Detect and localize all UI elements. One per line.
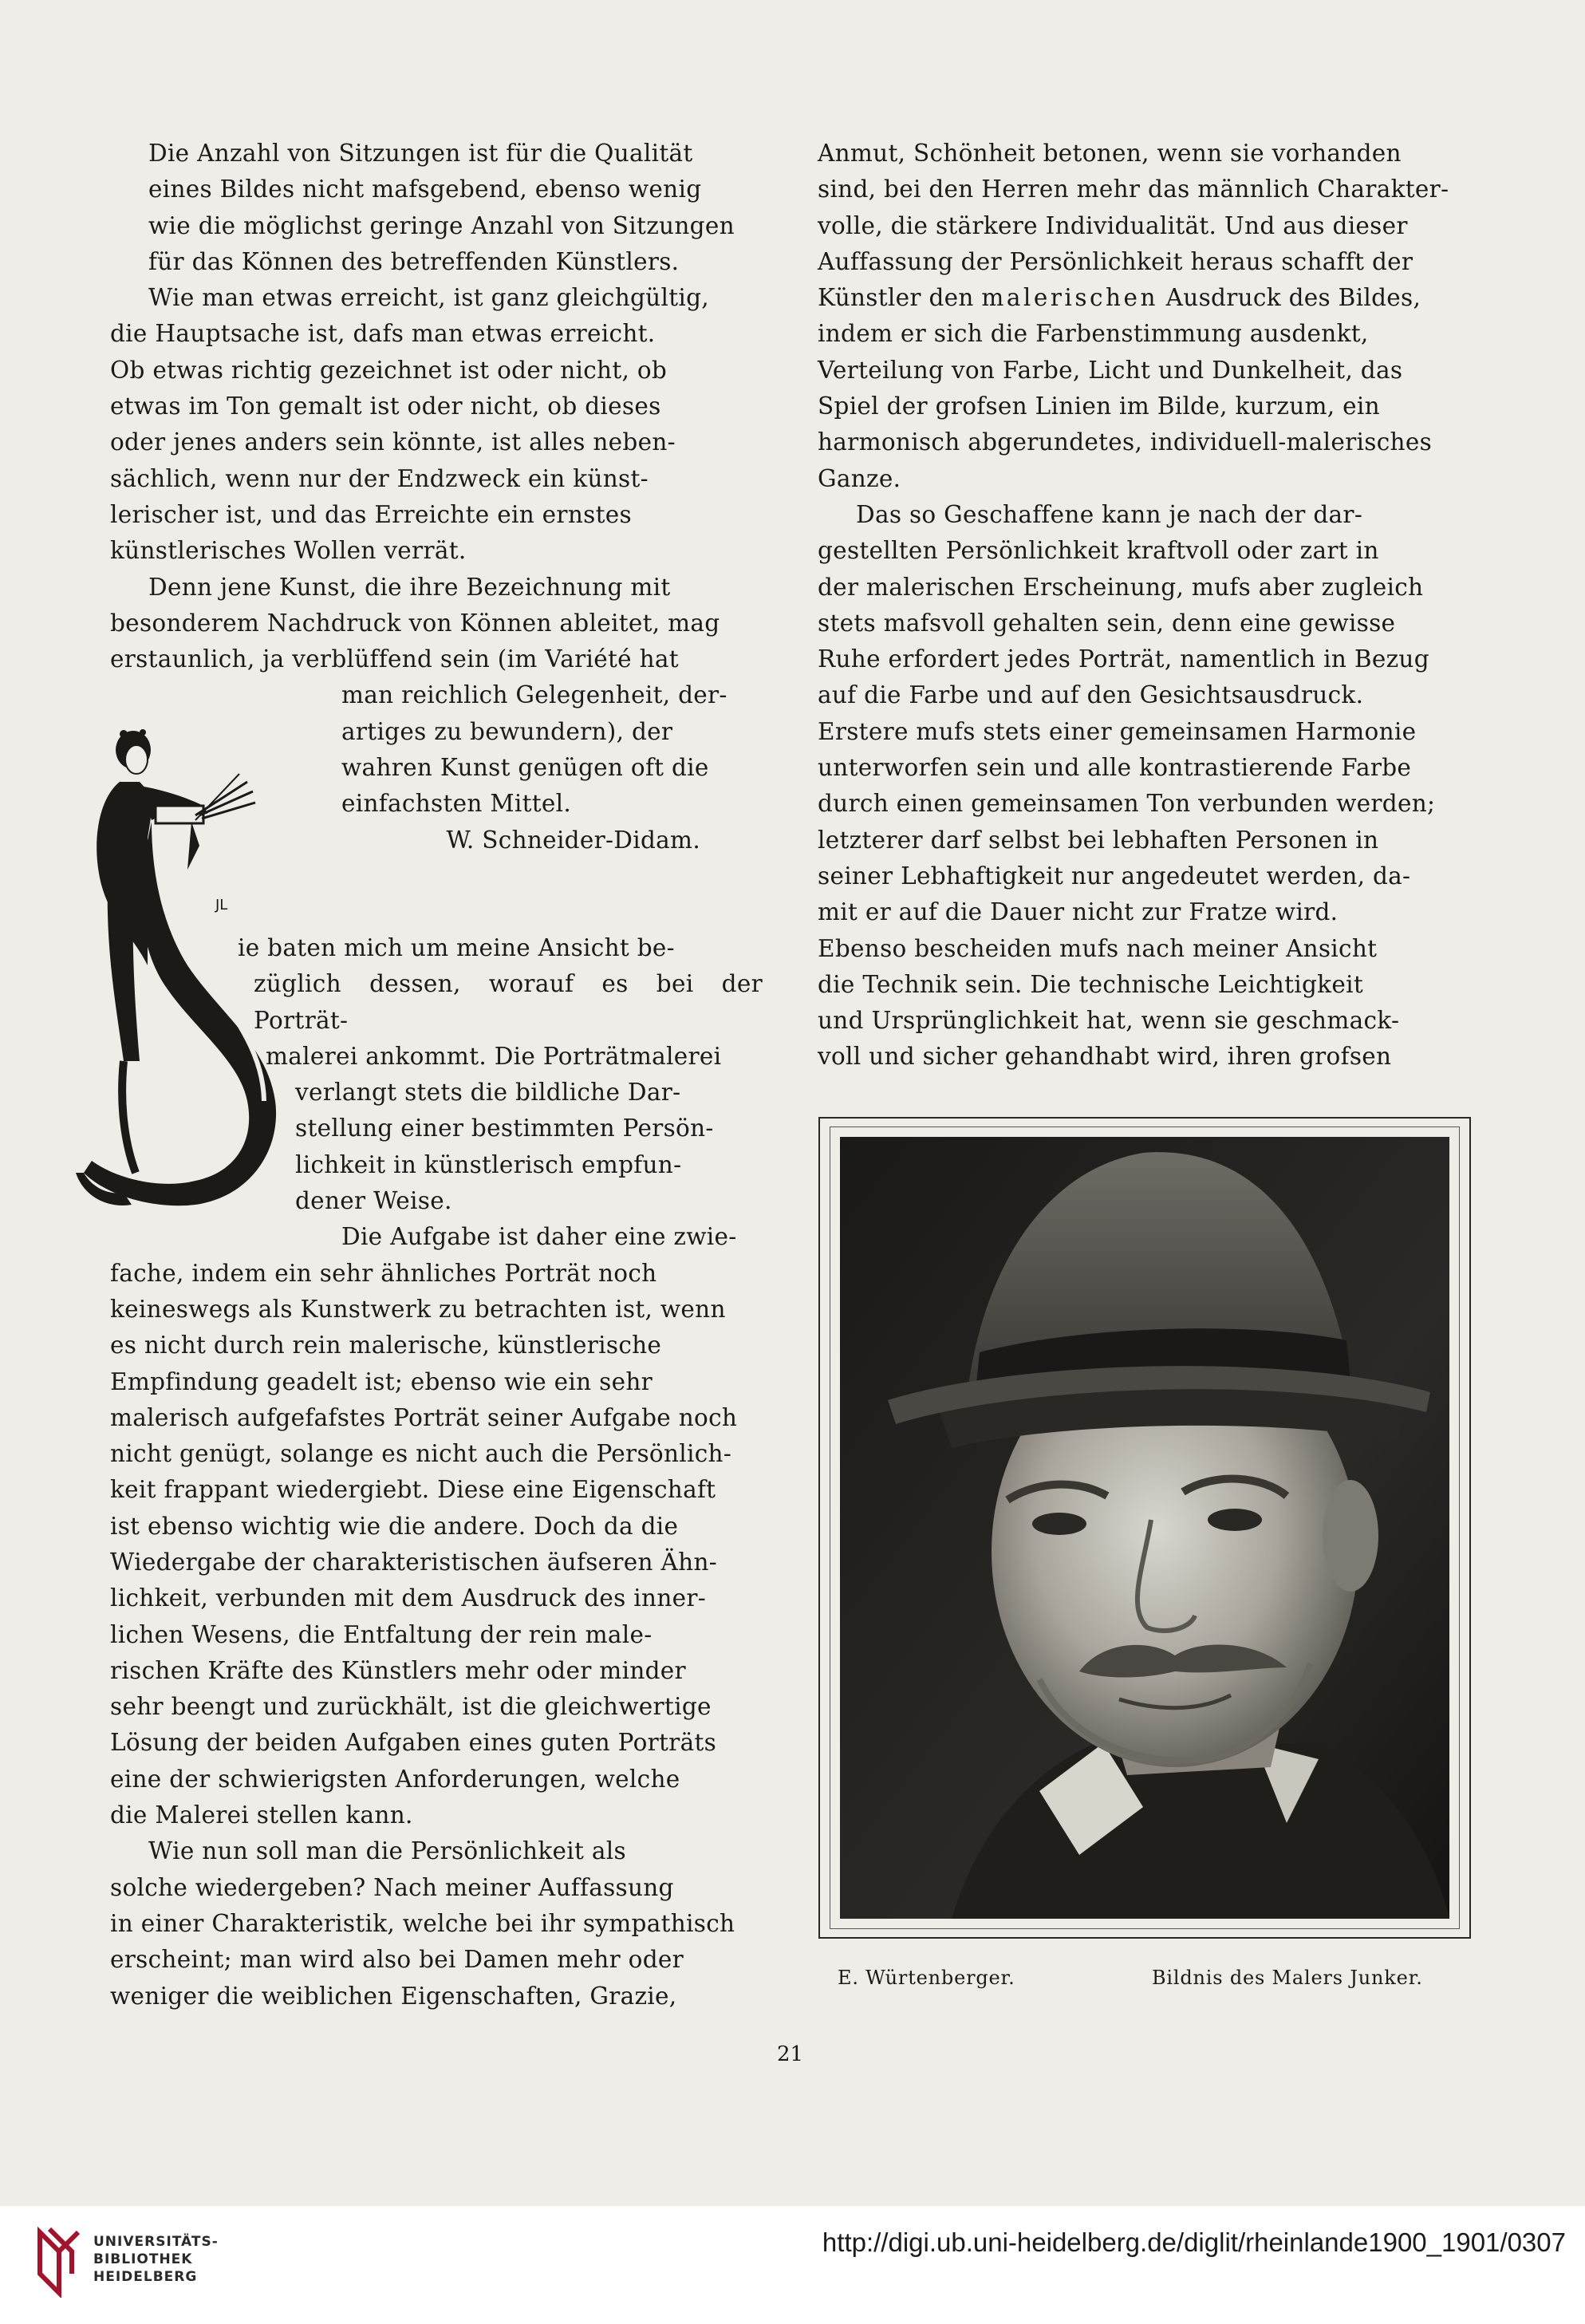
title-caption: Bildnis des Malers Junker. (1152, 1967, 1423, 1989)
text-line: harmonisch abgerundetes, individuell-malerisches (818, 428, 1433, 456)
text-line: Ebenso bescheiden mufs nach meiner Ansicht (818, 934, 1378, 962)
text-run: Ausdruck des Bildes, (1157, 284, 1421, 312)
text-line: lichkeit in künstlerisch empfun- (295, 1150, 682, 1178)
text-line: für das Können des betreffenden Künstlers. (148, 247, 680, 275)
text-line: Verteilung von Farbe, Licht und Dunkelheit, das (818, 356, 1403, 384)
text-line: und Ursprünglichkeit hat, wenn sie geschmack- (818, 1007, 1400, 1035)
text-run: Künstler den (818, 284, 982, 312)
paragraph-3 (110, 570, 763, 678)
text-line: lerischer ist, und das Erreichte ein ernstes (110, 500, 632, 528)
text-line: auf die Farbe und auf den Gesichtsausdruck. (818, 681, 1364, 709)
paragraph-5 (110, 1256, 763, 1834)
author-signature: W. Schneider-Didam. (446, 826, 700, 854)
text-line: seiner Lebhaftigkeit nur angedeutet werden, da- (818, 862, 1411, 890)
text-line: durch einen gemeinsamen Ton verbunden werden; (818, 790, 1436, 818)
text-line (341, 858, 763, 894)
text-line: es nicht durch rein malerische, künstlerische (110, 1332, 662, 1359)
text-line: dener Weise. (295, 1187, 452, 1215)
library-name-line: HEIDELBERG (93, 2269, 198, 2285)
text-line: Erstere mufs stets einer gemeinsamen Harmonie (818, 717, 1417, 745)
library-name-line: BIBLIOTHEK (93, 2251, 193, 2267)
text-line: gestellten Persönlichkeit kraftvoll oder zart in (818, 537, 1379, 565)
emphasized-word: malerischen (981, 284, 1158, 312)
monogram: JL (215, 897, 228, 913)
text-line: artiges zu bewundern), der (341, 717, 673, 745)
text-line: Die Anzahl von Sitzungen ist für die Qualität (148, 140, 693, 167)
text-line: erstaunlich, ja verblüffend sein (im Variété hat (110, 645, 679, 673)
text-line: künstlerisches Wollen verrät. (110, 537, 467, 565)
text-line: Ruhe erfordert jedes Porträt, namentlich in Bezug (818, 645, 1429, 673)
paragraph-6 (110, 1833, 763, 2014)
text-line: wie die möglichst geringe Anzahl von Sitzungen (148, 211, 735, 239)
text-line: besonderem Nachdruck von Können ableitet, mag (110, 609, 720, 637)
text-line-mixed (818, 280, 1470, 316)
footer-bar (0, 2206, 1585, 2324)
text-line: lichkeit, verbunden mit dem Ausdruck des inner- (110, 1584, 707, 1612)
text-line: Empfindung geadelt ist; ebenso wie ein sehr (110, 1367, 653, 1395)
text-line: lichen Wesens, die Entfaltung der rein male- (110, 1620, 653, 1648)
text-line: Das so Geschaffene kann je nach der dar- (856, 500, 1363, 528)
text-line: nicht genügt, solange es nicht auch die Persönlich- (110, 1440, 732, 1468)
text-line: Wie nun soll man die Persönlichkeit als (148, 1837, 626, 1865)
text-line: voll und sicher gehandhabt wird, ihren grofsen (818, 1043, 1392, 1071)
text-line: volle, die stärkere Individualität. Und aus dieser (818, 211, 1408, 239)
text-line: wahren Kunst genügen oft die (341, 754, 709, 782)
text-line: stellung einer bestimmten Persön- (295, 1115, 714, 1142)
text-line: ist ebenso wichtig wie die andere. Doch da die (110, 1512, 679, 1540)
text-line: einfachsten Mittel. (341, 790, 572, 818)
text-line: unterworfen sein und alle kontrastierende Farbe (818, 754, 1412, 782)
text-line: Wie man etwas erreicht, ist ganz gleichgültig, (148, 284, 709, 312)
page-number: 21 (777, 2042, 804, 2066)
text-line: keineswegs als Kunstwerk zu betrachten ist, wenn (110, 1295, 726, 1323)
text-line: in einer Charakteristik, welche bei ihr sympathisch (110, 1909, 735, 1937)
text-line: Wiedergabe der charakteristischen äufseren Ähn- (110, 1548, 718, 1576)
text-line: erscheint; man wird also bei Damen mehr oder (110, 1946, 684, 1974)
paragraph-r2 (818, 497, 1470, 1075)
text-line: man reichlich Gelegenheit, der- (341, 681, 727, 709)
text-line (341, 894, 763, 930)
text-line: Ob etwas richtig gezeichnet ist oder nicht, ob (110, 356, 668, 384)
text-line: die Technik sein. Die technische Leichtigkeit (818, 970, 1363, 998)
text-line: verlangt stets die bildliche Dar- (295, 1079, 681, 1107)
portrait-painting (840, 1137, 1449, 1919)
text-line: solche wiedergeben? Nach meiner Auffassung (110, 1873, 674, 1901)
text-line: malerei ankommt. Die Porträtmalerei (266, 1042, 722, 1070)
text-line: sehr beengt und zurückhält, ist die gleichwertige (110, 1693, 712, 1721)
text-line: die Malerei stellen kann. (110, 1801, 413, 1829)
text-line: Denn jene Kunst, die ihre Bezeichnung mit (148, 573, 671, 601)
text-line: die Hauptsache ist, dafs man etwas erreicht. (110, 320, 656, 348)
text-line: indem er sich die Farbenstimmung ausdenkt, (818, 320, 1369, 348)
text-line: stets mafsvoll gehalten sein, denn eine gewisse (818, 609, 1396, 637)
text-line: weniger die weiblichen Eigenschaften, Grazie, (110, 1982, 677, 2010)
library-name-line: UNIVERSITÄTS- (93, 2234, 219, 2250)
text-line: fache, indem ein sehr ähnliches Porträt noch (110, 1259, 657, 1287)
source-url-link[interactable]: http://digi.ub.uni-heidelberg.de/diglit/rheinlande1900_1901/0307 (822, 2227, 1566, 2257)
drop-cap-s-ornament-icon (76, 726, 315, 1221)
artist-caption: E. Würtenberger. (838, 1967, 1015, 1989)
text-line: Anmut, Schönheit betonen, wenn sie vorhanden (818, 140, 1402, 167)
text-line: eines Bildes nicht mafsgebend, ebenso wenig (148, 176, 702, 203)
text-line: mit er auf die Dauer nicht zur Fratze wird. (818, 898, 1339, 926)
paragraph-r1 (818, 136, 1470, 497)
text-line: züglich dessen, worauf es bei der Porträt- (254, 970, 763, 1034)
text-line: der malerischen Erscheinung, mufs aber zugleich (818, 573, 1424, 601)
text-line: Lösung der beiden Aufgaben eines guten Porträts (110, 1729, 717, 1757)
text-line: etwas im Ton gemalt ist oder nicht, ob dieses (110, 393, 661, 420)
text-line: Die Aufgabe ist daher eine zwie- (341, 1223, 737, 1251)
text-line: eine der schwierigsten Anforderungen, welche (110, 1765, 680, 1793)
right-column (818, 136, 1470, 1075)
text-line: Auffassung der Persönlichkeit heraus schafft der (818, 247, 1413, 275)
text-line: sächlich, wenn nur der Endzweck ein künst- (110, 464, 649, 492)
text-line: oder jenes anders sein könnte, ist alles neben- (110, 428, 676, 456)
text-line: sind, bei den Herren mehr das männlich Charakter- (818, 176, 1449, 203)
paragraph-2 (110, 280, 763, 569)
text-line: malerisch aufgefafstes Porträt seiner Aufgabe noch (110, 1403, 738, 1431)
library-logo-icon (35, 2226, 85, 2298)
text-line: keit frappant wiedergiebt. Diese eine Eigenschaft (110, 1476, 716, 1504)
text-line: ie baten mich um meine Ansicht be- (238, 933, 675, 961)
text-line: Spiel der grofsen Linien im Bilde, kurzum, ein (818, 393, 1380, 420)
text-line: letzterer darf selbst bei lebhaften Personen in (818, 826, 1379, 854)
paragraph-1 (110, 136, 763, 280)
text-line: rischen Kräfte des Künstlers mehr oder minder (110, 1656, 686, 1684)
text-line: Ganze. (818, 464, 901, 492)
